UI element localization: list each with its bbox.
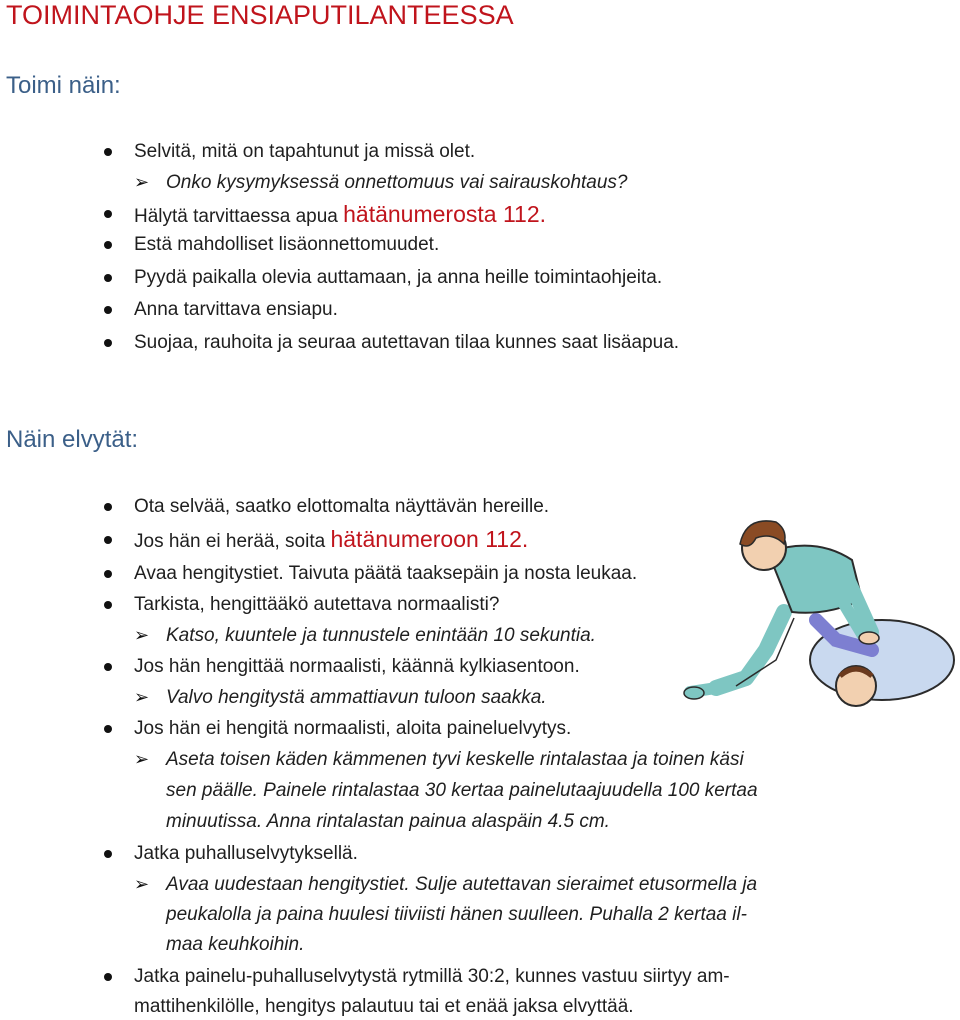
list-item: Suojaa, rauhoita ja seuraa autettavan tilaa kunnes saat lisäapua. — [134, 332, 680, 353]
bullet-dot-icon — [104, 148, 112, 156]
bullet-dot-icon — [104, 850, 112, 858]
bullet-dot-icon — [104, 274, 112, 282]
arrow-bullet-icon: ➢ — [134, 172, 150, 193]
list-item — [134, 526, 528, 555]
emergency-number: hätänumerosta 112. — [343, 201, 547, 227]
sub-list-item: Aseta toisen käden kämmenen tyvi keskelle rintalastaa ja toinen käsi — [166, 749, 744, 770]
sub-list-item: Katso, kuuntele ja tunnustele enintään 10 sekuntia. — [166, 625, 596, 646]
sub-list-item-cont: peukalolla ja paina huulesi tiiviisti hänen suulleen. Puhalla 2 kertaa il- — [166, 904, 747, 925]
bullet-dot-icon — [104, 339, 112, 347]
bullet-dot-icon — [104, 725, 112, 733]
sub-list-item-cont: maa keuhkoihin. — [166, 934, 305, 955]
cpr-illustration — [676, 500, 960, 724]
bullet-dot-icon — [104, 503, 112, 511]
sub-list-item: Avaa uudestaan hengitystiet. Sulje autettavan sieraimet etusormella ja — [166, 874, 758, 895]
list-item: Jos hän hengittää normaalisti, käännä kylkiasentoon. — [134, 656, 580, 677]
page-title: TOIMINTAOHJE ENSIAPUTILANTEESSA — [6, 0, 514, 30]
bullet-dot-icon — [104, 601, 112, 609]
bullet-dot-icon — [104, 241, 112, 249]
arrow-bullet-icon: ➢ — [134, 874, 150, 895]
arrow-bullet-icon: ➢ — [134, 687, 150, 708]
bullet-dot-icon — [104, 973, 112, 981]
section-heading-elvytat: Näin elvytät: — [6, 426, 139, 453]
section-heading-toimi: Toimi näin: — [6, 72, 121, 99]
list-item: Avaa hengitystiet. Taivuta päätä taaksepäin ja nosta leukaa. — [134, 563, 638, 584]
sub-list-item-cont: minuutissa. Anna rintalastan painua alaspäin 4.5 cm. — [166, 811, 610, 832]
bullet-dot-icon — [104, 663, 112, 671]
list-item: Jatka puhalluselvytyksellä. — [134, 843, 358, 864]
sub-list-item: Onko kysymyksessä onnettomuus vai sairauskohtaus? — [166, 172, 628, 193]
bullet-dot-icon — [104, 570, 112, 578]
bullet-dot-icon — [104, 210, 112, 218]
list-item-text: Hälytä tarvittaessa apua — [134, 206, 344, 227]
list-item: Jatka painelu-puhalluselvytystä rytmillä 30:2, kunnes vastuu siirtyy am- — [134, 966, 730, 987]
arrow-bullet-icon: ➢ — [134, 625, 150, 646]
arrow-bullet-icon: ➢ — [134, 749, 150, 770]
list-item: Anna tarvittava ensiapu. — [134, 299, 338, 320]
list-item: Tarkista, hengittääkö autettava normaalisti? — [134, 594, 500, 615]
list-item — [134, 201, 546, 230]
sub-list-item: Valvo hengitystä ammattiavun tuloon saakka. — [166, 687, 547, 708]
bullet-dot-icon — [104, 306, 112, 314]
list-item: Estä mahdolliset lisäonnettomuudet. — [134, 234, 440, 255]
list-item-cont: mattihenkilölle, hengitys palautuu tai et enää jaksa elvyttää. — [134, 996, 634, 1017]
list-item: Pyydä paikalla olevia auttamaan, ja anna heille toimintaohjeita. — [134, 267, 663, 288]
emergency-number: hätänumeroon 112. — [330, 526, 529, 552]
list-item: Ota selvää, saatko elottomalta näyttävän hereille. — [134, 496, 550, 517]
bullet-dot-icon — [104, 536, 112, 544]
list-item-text: Jos hän ei herää, soita — [134, 531, 331, 552]
list-item: Jos hän ei hengitä normaalisti, aloita paineluelvytys. — [134, 718, 572, 739]
list-item: Selvitä, mitä on tapahtunut ja missä olet. — [134, 141, 476, 162]
sub-list-item-cont: sen päälle. Painele rintalastaa 30 kertaa painelutaajuudella 100 kertaa — [166, 780, 758, 801]
